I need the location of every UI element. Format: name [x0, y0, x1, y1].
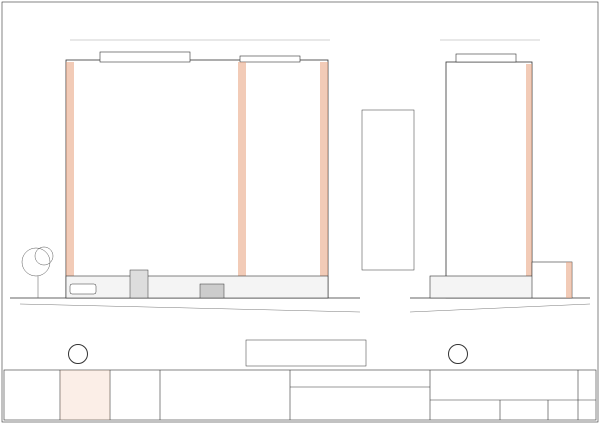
east-site-line	[410, 304, 590, 312]
south-accent-right	[320, 62, 328, 276]
south-elevation-drawing	[10, 52, 360, 312]
parked-car	[70, 284, 96, 294]
east-annex-accent	[566, 262, 572, 298]
south-roof-plant-2	[240, 56, 300, 62]
south-accent-mid	[238, 62, 246, 276]
title-block-accent	[60, 370, 110, 420]
tree-icon	[22, 247, 53, 298]
south-roof-plant	[100, 52, 190, 62]
east-view-circle	[448, 344, 468, 364]
site-line	[20, 304, 360, 312]
notes-box	[246, 340, 366, 366]
window-schedule-table	[362, 110, 414, 270]
south-building-outline	[66, 60, 328, 298]
south-podium	[66, 276, 328, 298]
south-view-circle	[68, 344, 88, 364]
south-garage-door	[200, 284, 224, 298]
east-elevation-drawing	[410, 54, 590, 312]
south-accent-left	[66, 62, 74, 276]
east-building-outline	[446, 62, 532, 298]
east-accent-right	[526, 64, 532, 276]
south-entrance	[130, 270, 148, 298]
east-roof-plant	[456, 54, 516, 62]
